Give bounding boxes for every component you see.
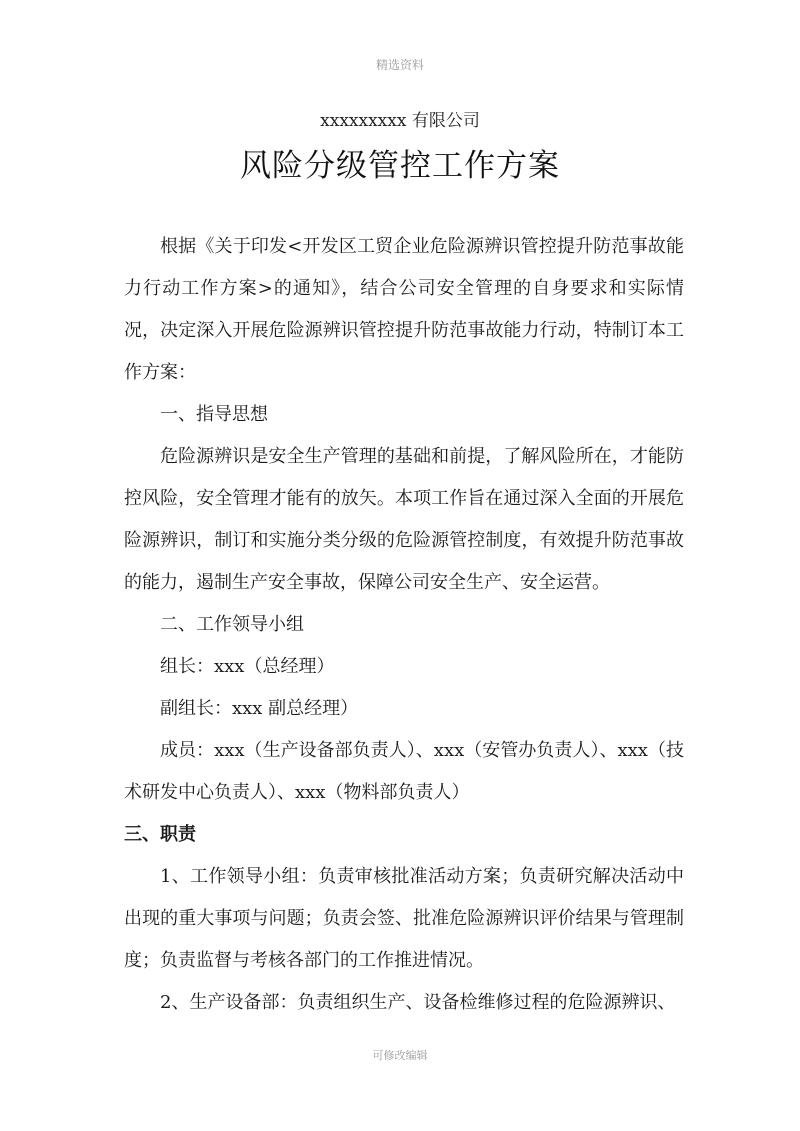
footer-note: 可修改编辑 [372, 1049, 428, 1062]
intro-paragraph: 根据《关于印发<开发区工贸企业危险源辨识管控提升防范事故能力行动工作方案>的通知》，结合公司安全管理的自身要求和实际情况，决定深入开展危险源辨识管控提升防范事故能力行动，特制订本工作方案： [124, 236, 684, 383]
document-title: 风险分级管控工作方案 [240, 148, 560, 184]
header-note: 精选资料 [375, 58, 424, 72]
duty1-paragraph: 1、工作领导小组：负责审核批准活动方案；负责研究解决活动中出现的重大事项与问题；负责会签、批准危险源辨识评价结果与管理制度；负责监督与考核各部门的工作推进情况。 [124, 866, 684, 971]
section1-heading: 一、指导思想 [160, 404, 268, 425]
section2-heading: 二、工作领导小组 [160, 614, 304, 635]
document-body [124, 226, 684, 1024]
company-name: xxxxxxxxx 有限公司 [320, 111, 480, 131]
deputy-line: 副组长：xxx 副总经理） [160, 698, 359, 719]
members-paragraph: 成员：xxx（生产设备部负责人）、xxx（安管办负责人）、xxx（技术研发中心负责人）、xxx（物料部负责人） [124, 740, 684, 803]
duty2-paragraph: 2、生产设备部：负责组织生产、设备检维修过程的危险源辨识、 [160, 992, 676, 1013]
section1-paragraph: 危险源辨识是安全生产管理的基础和前提，了解风险所在，才能防控风险，安全管理才能有的放矢。本项工作旨在通过深入全面的开展危险源辨识，制订和实施分类分级的危险源管控制度，有效提升防范事故的能力，遏制生产安全事故，保障公司安全生产、安全运营。 [124, 446, 684, 593]
leader-line: 组长：xxx（总经理） [160, 656, 335, 677]
section3-heading: 三、职责 [124, 824, 196, 845]
